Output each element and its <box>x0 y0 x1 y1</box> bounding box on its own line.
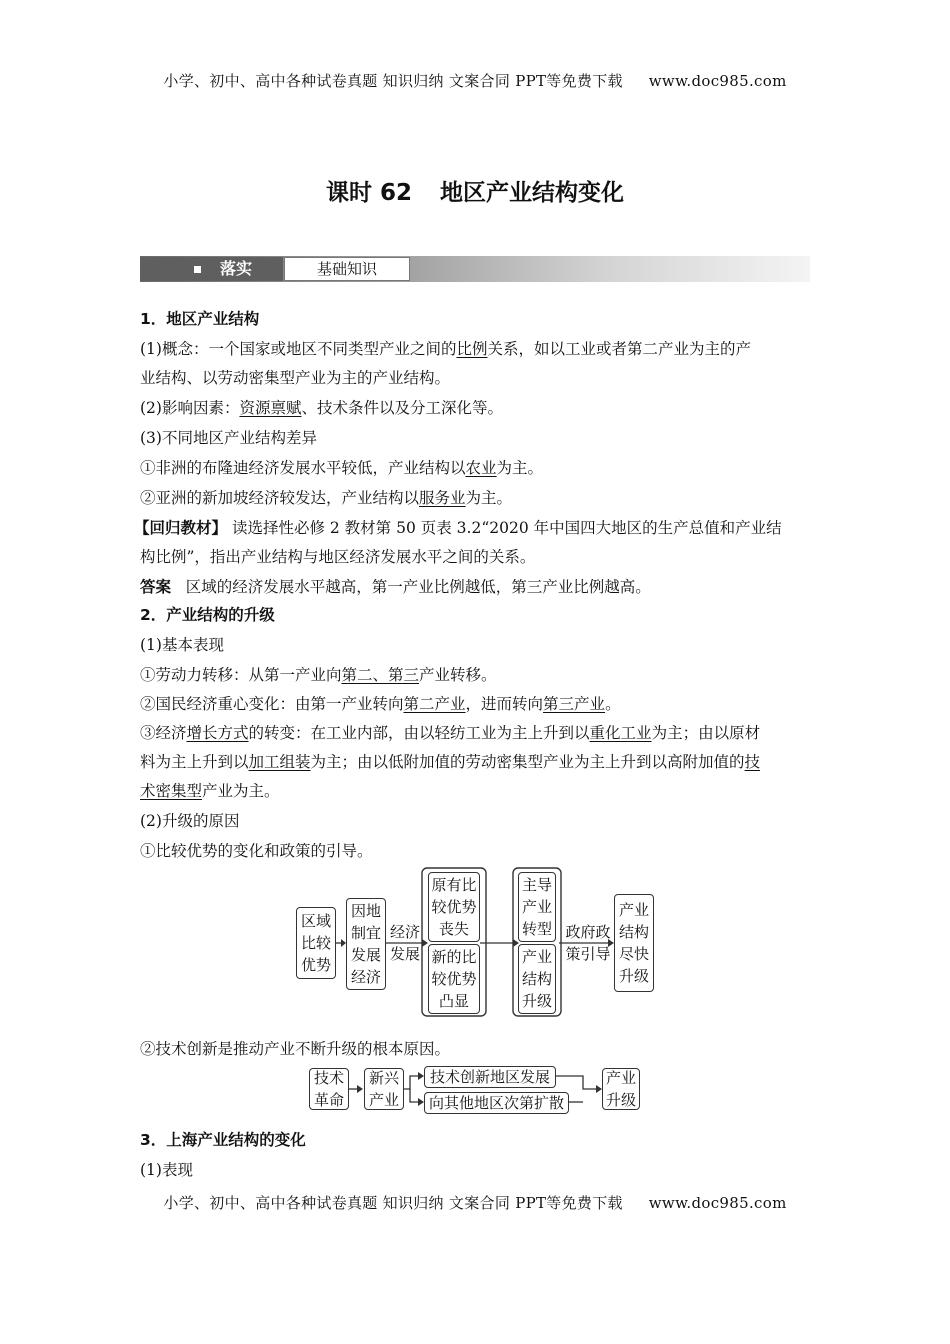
header-url[interactable]: www.doc985.com <box>648 72 787 90</box>
banner-section: 落实 <box>140 257 283 281</box>
footer-url[interactable]: www.doc985.com <box>648 1194 787 1212</box>
footer-text: 小学、初中、高中各种试卷真题 知识归纳 文案合同 PPT等免费下载 <box>163 1194 623 1212</box>
s2-reason-2: ②技术创新是推动产业不断升级的根本原因。 <box>140 1040 451 1058</box>
flow1-label-economic-development: 经济 发展 <box>389 923 420 963</box>
answer-line: 答案 区域的经济发展水平越高，第一产业比例越低，第三产业比例越高。 <box>140 578 651 596</box>
s1-diff-2: ②亚洲的新加坡经济较发达，产业结构以服务业为主。 <box>140 489 513 507</box>
s1-diff-1: ①非洲的布隆迪经济发展水平较低，产业结构以农业为主。 <box>140 459 544 477</box>
flow1-box-local-development: 因地 制宜 发展 经济 <box>346 898 386 990</box>
flow1-box-quick-upgrade: 产业 结构 尽快 升级 <box>614 894 654 992</box>
title-topic: 地区产业结构变化 <box>440 180 624 206</box>
s2-reason-1: ①比较优势的变化和政策的引导。 <box>140 842 373 860</box>
s2-basic: (1)基本表现 <box>140 636 224 654</box>
flow2-box-innovation-region: 技术创新地区发展 <box>424 1066 556 1088</box>
s1-diff-title: (3)不同地区产业结构差异 <box>140 429 317 447</box>
review-line-2: 构比例”，指出产业结构与地区经济发展水平之间的关系。 <box>140 548 536 566</box>
flow1-label-policy: 政府政 策引导 <box>565 923 611 963</box>
flow2-box-diffusion: 向其他地区次第扩散 <box>424 1092 569 1114</box>
s2-point-3-line3: 术密集型产业为主。 <box>140 782 280 800</box>
s2-point-1: ①劳动力转移：从第一产业向第二、第三产业转移。 <box>140 666 497 684</box>
s2-point-3: ③经济增长方式的转变：在工业内部，由以轻纺工业为主上升到以重化工业为主；由以原材 <box>140 724 761 742</box>
flow2-box-tech-revolution: 技术 革命 <box>309 1068 349 1110</box>
s1-factor: (2)影响因素：资源禀赋、技术条件以及分工深化等。 <box>140 399 503 417</box>
flow2-box-emerging-industry: 新兴 产业 <box>364 1068 404 1110</box>
banner-tab: 基础知识 <box>284 257 410 281</box>
flow1-box-regional-advantage: 区域 比较 优势 <box>296 907 336 979</box>
s2-point-3-line2: 料为主上升到以加工组装为主；由以低附加值的劳动密集型产业为主上升到以高附加值的技 <box>140 753 761 771</box>
title-lesson: 课时 62 <box>325 180 412 206</box>
s1-concept-line2: 业结构、以劳动密集型产业为主的产业结构。 <box>140 369 451 387</box>
header-text: 小学、初中、高中各种试卷真题 知识归纳 文案合同 PPT等免费下载 <box>163 72 623 90</box>
s3-heading: 3．上海产业结构的变化 <box>140 1131 306 1149</box>
review-line-1: 【回归教材】 读选择性必修 2 教材第 50 页表 3.2“2020 年中国四大地区的生产总值和产业结 <box>134 519 782 537</box>
answer-tag: 答案 <box>140 578 172 596</box>
s2-reason: (2)升级的原因 <box>140 812 240 830</box>
flow1-box-leading-industry: 主导 产业 转型 <box>518 872 556 942</box>
s1-heading: 1．地区产业结构 <box>140 310 260 328</box>
flow2-box-industry-upgrade: 产业 升级 <box>602 1068 640 1110</box>
flow1-box-structure-upgrade: 产业 结构 升级 <box>518 944 556 1014</box>
review-tag: 【回归教材】 <box>134 519 228 537</box>
s2-point-2: ②国民经济重心变化：由第一产业转向第二产业，进而转向第三产业。 <box>140 695 621 713</box>
s3-sub: (1)表现 <box>140 1161 193 1179</box>
flow1-box-old-advantage-lost: 原有比 较优势 丧失 <box>428 872 480 942</box>
flow1-box-new-advantage: 新的比 较优势 凸显 <box>428 944 480 1014</box>
s2-heading: 2．产业结构的升级 <box>140 606 275 624</box>
s1-concept: (1)概念：一个国家或地区不同类型产业之间的比例关系，如以工业或者第二产业为主的产 <box>140 340 751 358</box>
